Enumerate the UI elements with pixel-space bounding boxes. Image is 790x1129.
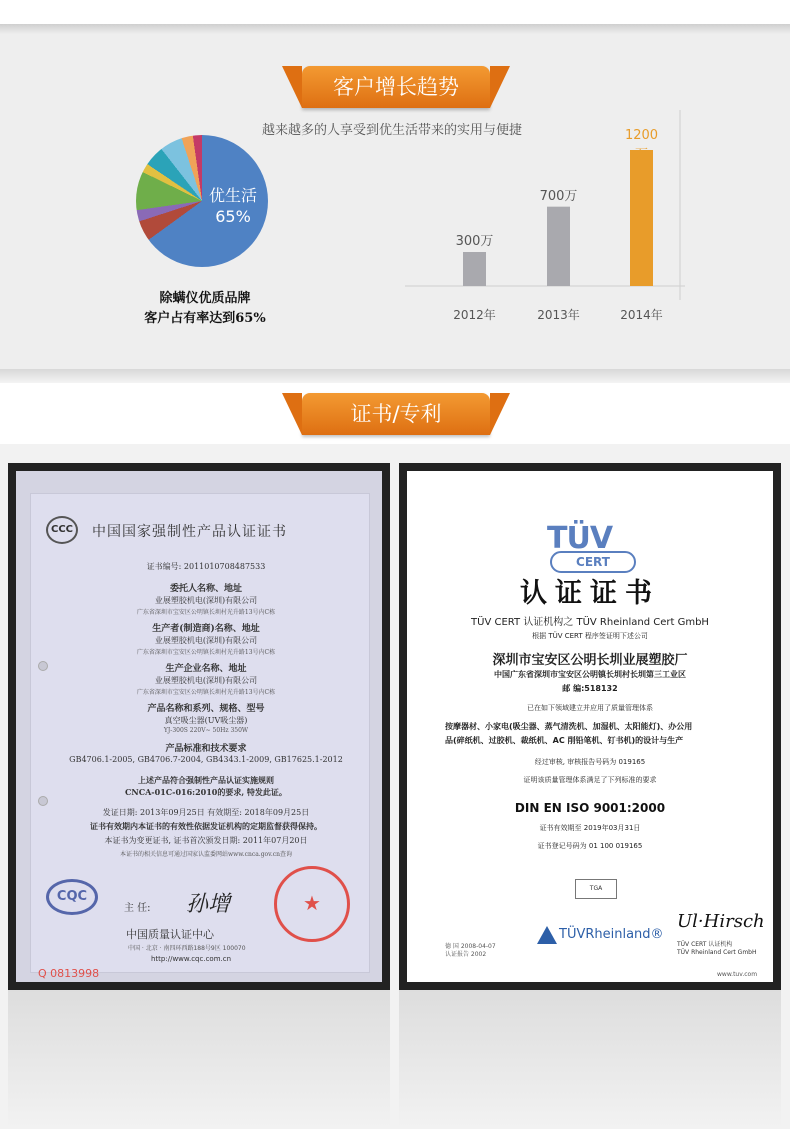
pie-center-label: [202, 185, 264, 227]
ccc-standards: GB4706.1-2005, GB4706.7-2004, GB4343.1-2009, GB17625.1-2012: [69, 755, 343, 764]
tuv-standard: DIN EN ISO 9001:2000: [514, 801, 666, 815]
ccc-factory-label: 生产企业名称、地址: [165, 664, 247, 674]
ccc-certificate: [16, 471, 382, 982]
bar-value-label: 1200万: [624, 128, 659, 162]
tuv-certificate: [407, 471, 773, 982]
ccc-product-label: 产品名称和系列、规格、型号: [147, 704, 265, 714]
pie-label-brand: 优生活: [208, 186, 257, 205]
tuv-scope-intro: 已在如下领域建立并应用了质量管理体系: [527, 704, 653, 712]
tuv-date-line2: 认证报告 2002: [445, 951, 487, 958]
bar-2014年: [630, 150, 653, 286]
ccc-factory-name: 业展塑胶机电(深圳)有限公司: [154, 676, 258, 685]
tuv-date-line1: 德 国 2008-04-07: [445, 943, 496, 950]
tuv-sign-label: [677, 941, 757, 957]
ccc-center-address: 中国 · 北京 · 南四环西路188号9区 100070: [128, 945, 246, 952]
top-divider: [0, 24, 790, 34]
bar-category-label: 2013年: [537, 308, 580, 322]
tuv-reflection: [399, 990, 781, 1129]
tuv-audit-report: 经过审核, 审核报告号码为 019165: [534, 758, 646, 766]
ccc-client-addr: 广东省深圳市宝安区公明镇长圳村光升路13号内C栋: [136, 609, 276, 616]
tuv-issuer: TÜV CERT 认证机构之 TÜV Rheinland Cert GmbH: [471, 617, 709, 628]
tuv-date: [445, 943, 496, 959]
tuv-address: 中国广东省深圳市宝安区公明镇长圳村长圳第三工业区: [494, 670, 686, 679]
pie-caption: [130, 289, 280, 329]
ccc-client-label: 委托人名称、地址: [169, 584, 242, 594]
tuv-scope-line2: 品(碎纸机、过胶机、裁纸机、AC 削铅笔机、钉书机)的设计与生产: [445, 736, 684, 745]
tuv-registration-no: 证书登记号码为 01 100 019165: [537, 842, 643, 850]
tuv-rheinland-triangle-icon: [537, 926, 557, 944]
ccc-change-note: 本证书为变更证书, 证书首次颁发日期: 2011年07月20日: [104, 836, 308, 845]
red-seal-stamp: [274, 866, 350, 942]
ccc-cert-no: 证书编号: 2011010708487533: [146, 562, 266, 571]
trend-panel-shadow: [0, 369, 790, 383]
ccc-info-note: 本证书的相关信息可通过国家认监委网站www.cnca.gov.cn查询: [120, 851, 292, 858]
bar-value-label: 300万: [455, 234, 494, 249]
tuv-proof: 证明该质量管理体系满足了下列标准的要求: [523, 776, 657, 784]
ccc-maker-name: 业展塑胶机电(深圳)有限公司: [154, 636, 258, 645]
ccc-logo: CCC: [46, 516, 78, 544]
ccc-maker-addr: 广东省深圳市宝安区公明镇长圳村光升路13号内C栋: [136, 649, 276, 656]
bar-value-label: 700万: [539, 188, 578, 204]
pie-caption-line1: 除螨仪优质品牌: [159, 291, 251, 306]
tuv-signature: Ul·Hirsch: [677, 911, 765, 932]
tab-customer-growth: 客户增长趋势: [302, 66, 490, 108]
tuv-cert-badge: CERT: [550, 551, 636, 573]
ccc-issuing-center: 中国质量认证中心: [126, 928, 214, 941]
ccc-maker-label: 生产者(制造商)名称、地址: [152, 624, 260, 634]
pie-caption-line2: 客户占有率达到65%: [144, 311, 266, 326]
ccc-reflection: [8, 990, 390, 1129]
tuv-postcode: 邮 编:518132: [562, 684, 618, 693]
bar-category-label: 2012年: [453, 308, 496, 322]
tuv-sign-label-line2: TÜV Rheinland Cert GmbH: [677, 949, 757, 956]
bar-2013年: [547, 207, 570, 286]
tuv-valid-until: 证书有效期至 2019年03月31日: [539, 824, 641, 832]
tab-certificates: 证书/专利: [302, 393, 490, 435]
tuv-certificate-frame: [399, 463, 781, 990]
ccc-signature: 孙增: [186, 892, 231, 917]
bar-2012年: [463, 252, 486, 286]
bar-category-label: 2014年: [620, 308, 663, 322]
ccc-product-name: 真空吸尘器(UV吸尘器): [164, 716, 248, 725]
ccc-client-name: 业展塑胶机电(深圳)有限公司: [154, 596, 258, 605]
tuv-issuer-note: 根据 TÜV CERT 程序签证明下述公司: [532, 632, 648, 640]
tuv-scope-line1: 按摩器材、小家电(吸尘器、蒸气清洗机、加湿机、太阳能灯)、办公用: [445, 722, 693, 731]
ccc-url: http://www.cqc.com.cn: [151, 955, 232, 963]
tuv-url: www.tuv.com: [717, 971, 758, 978]
ccc-rule-line1: 上述产品符合强制性产品认证实施规则: [138, 775, 274, 785]
trend-subtitle: 越来越多的人享受到优生活带来的实用与便捷: [262, 123, 523, 138]
tuv-logo: TÜV: [547, 521, 613, 556]
ccc-serial-number: Q 0813998: [38, 967, 100, 980]
ccc-validity-note: 证书有效期内本证书的有效性依据发证机构的定期监督获得保持。: [90, 821, 322, 831]
pie-label-percent: 65%: [215, 207, 251, 226]
tuv-rheinland-wordmark: TÜVRheinland®: [559, 927, 664, 942]
ccc-standard-label: 产品标准和技术要求: [165, 744, 247, 754]
accreditation-logo: TGA: [575, 879, 617, 899]
market-share-pie-chart: [136, 135, 268, 267]
ccc-sign-label: 主 任:: [124, 903, 151, 914]
tuv-title: 认证证书: [520, 578, 660, 609]
cqc-logo: CQC: [46, 879, 98, 915]
ccc-issue-dates: 发证日期: 2013年09月25日 有效期至: 2018年09月25日: [102, 808, 310, 817]
top-strip: [0, 0, 790, 24]
ccc-product-spec: YJ-300S 220V~ 50Hz 350W: [163, 727, 249, 734]
ccc-certificate-frame: [8, 463, 390, 990]
tuv-sign-label-line1: TÜV CERT 认证机构: [677, 941, 733, 948]
ccc-title: 中国国家强制性产品认证证书: [92, 524, 287, 540]
tuv-company: 深圳市宝安区公明长圳业展塑胶厂: [492, 653, 688, 668]
ccc-factory-addr: 广东省深圳市宝安区公明镇长圳村光升路13号内C栋: [136, 689, 276, 696]
ccc-rule-line2: CNCA-01C-016:2010的要求, 特发此证。: [125, 787, 287, 797]
